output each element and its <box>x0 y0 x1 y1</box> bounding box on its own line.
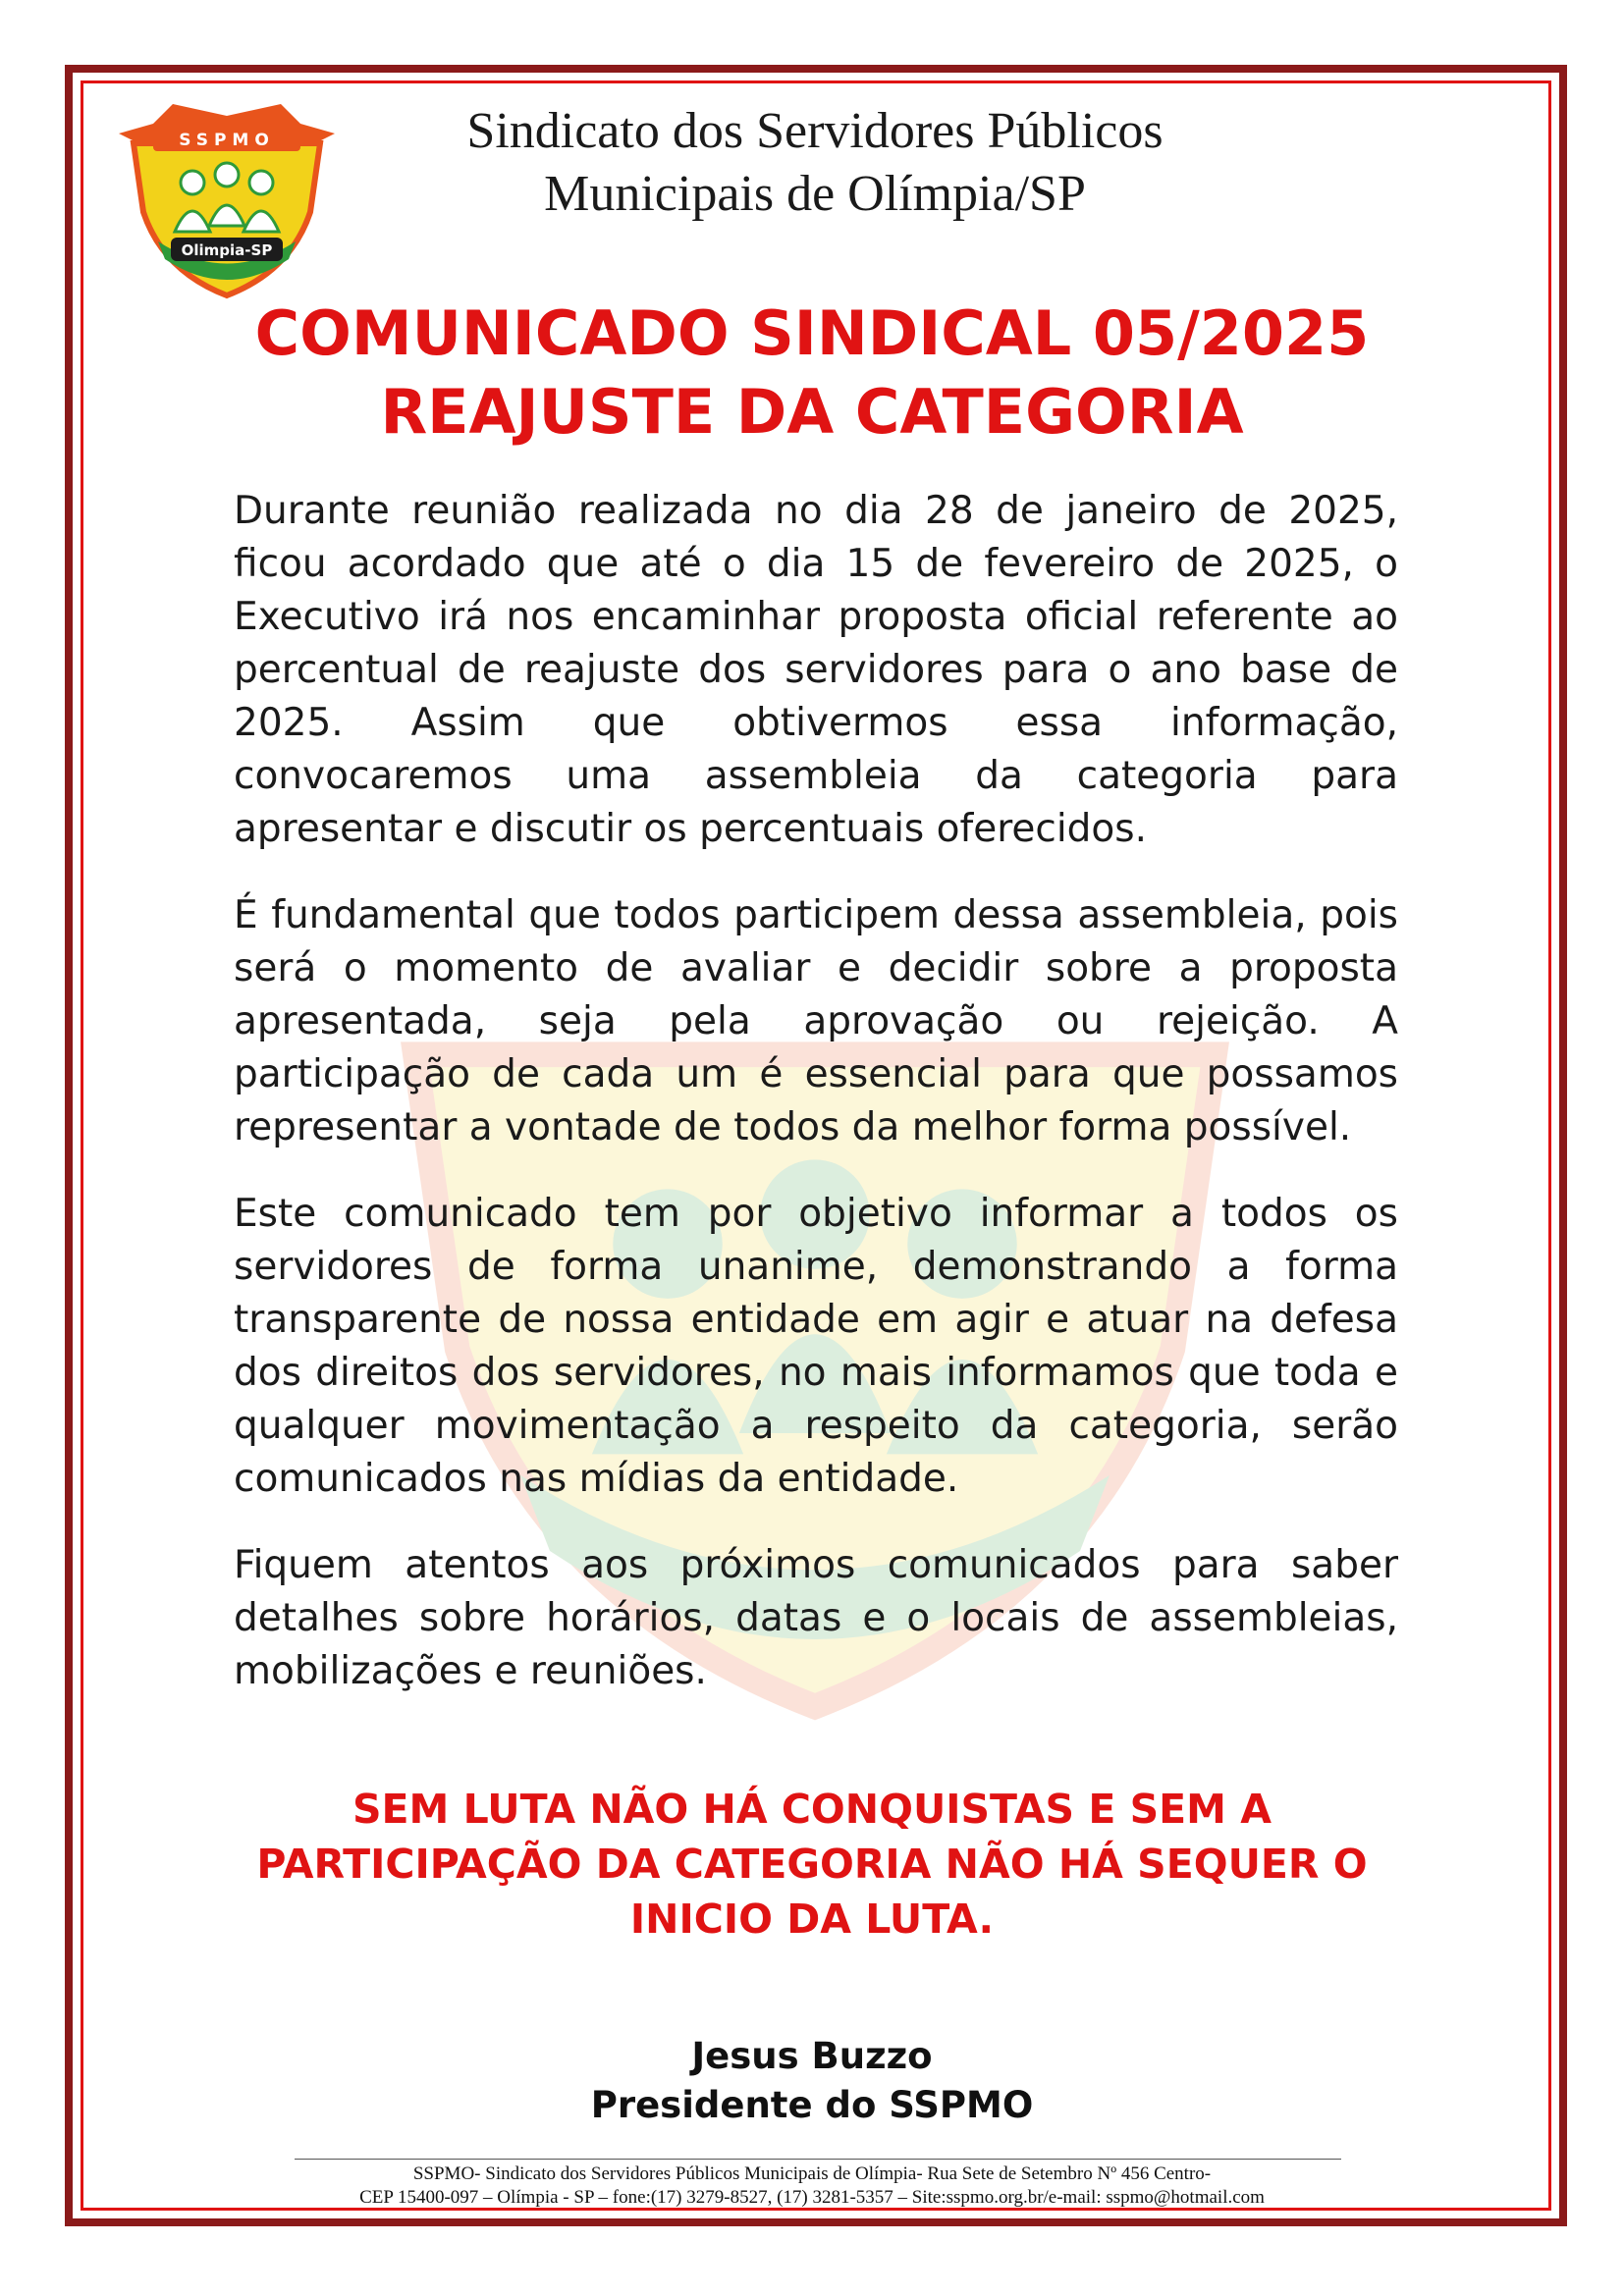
footer-line-2: CEP 15400-097 – Olímpia - SP – fone:(17) 3279-8527, (17) 3281-5357 – Site:sspmo.org.br/e-mail: sspmo@hotmail.com <box>359 2187 1265 2208</box>
title-line-1: COMUNICADO SINDICAL 05/2025 <box>254 297 1370 369</box>
union-shield-logo-icon <box>114 94 340 300</box>
slogan <box>196 1782 1428 1947</box>
slogan-line-2: PARTICIPAÇÃO DA CATEGORIA NÃO HÁ SEQUER O <box>256 1841 1368 1888</box>
document-title <box>118 294 1506 452</box>
organization-name-line-2: Municipais de Olímpia/SP <box>544 166 1086 222</box>
slogan-line-1: SEM LUTA NÃO HÁ CONQUISTAS E SEM A <box>352 1786 1272 1833</box>
slogan-line-3: INICIO DA LUTA. <box>629 1896 995 1943</box>
logo-text-top: SSPMO <box>179 131 275 150</box>
logo-text-bottom: Olimpia-SP <box>181 241 273 259</box>
title-line-2: REAJUSTE DA CATEGORIA <box>380 376 1244 448</box>
signature-block <box>393 2032 1231 2130</box>
paragraph: É fundamental que todos participem dessa assembleia, pois será o momento de avaliar e decidir sobre a proposta apresentada, seja pela aprovação ou rejeição. A participação de cada um é essencial para que possamos representar a vontade de todos da melhor forma possível. <box>234 893 1398 1149</box>
organization-name <box>373 100 1257 226</box>
paragraph: Este comunicado tem por objetivo informar a todos os servidores de forma unanime, demonstrando a forma transparente de nossa entidade em agir e atuar na defesa dos direitos dos servidores, no mais informamos que toda e qualquer movimentação a respeito da categoria, serão comunicados nas mídias da entidade. <box>234 1192 1398 1501</box>
signatory-role: Presidente do SSPMO <box>590 2084 1034 2126</box>
footer <box>157 2163 1467 2210</box>
paragraph: Fiquem atentos aos próximos comunicados para saber detalhes sobre horários, datas e o locais de assembleias, mobilizações e reuniões. <box>234 1543 1398 1693</box>
footer-line-1: SSPMO- Sindicato dos Servidores Públicos Municipais de Olímpia- Rua Sete de Setembro Nº 456 Centro- <box>412 2163 1212 2184</box>
document-body <box>234 485 1398 1732</box>
footer-divider <box>295 2159 1341 2160</box>
signatory-name: Jesus Buzzo <box>691 2035 933 2077</box>
paragraph: Durante reunião realizada no dia 28 de janeiro de 2025, ficou acordado que até o dia 15 de fevereiro de 2025, o Executivo irá nos encaminhar proposta oficial referente ao percentual de reajuste dos servidores para o ano base de 2025. Assim que obtivermos essa informação, convocaremos uma assembleia da categoria para apresentar e discutir os percentuais oferecidos. <box>234 489 1398 851</box>
organization-name-line-1: Sindicato dos Servidores Públicos <box>466 103 1164 159</box>
